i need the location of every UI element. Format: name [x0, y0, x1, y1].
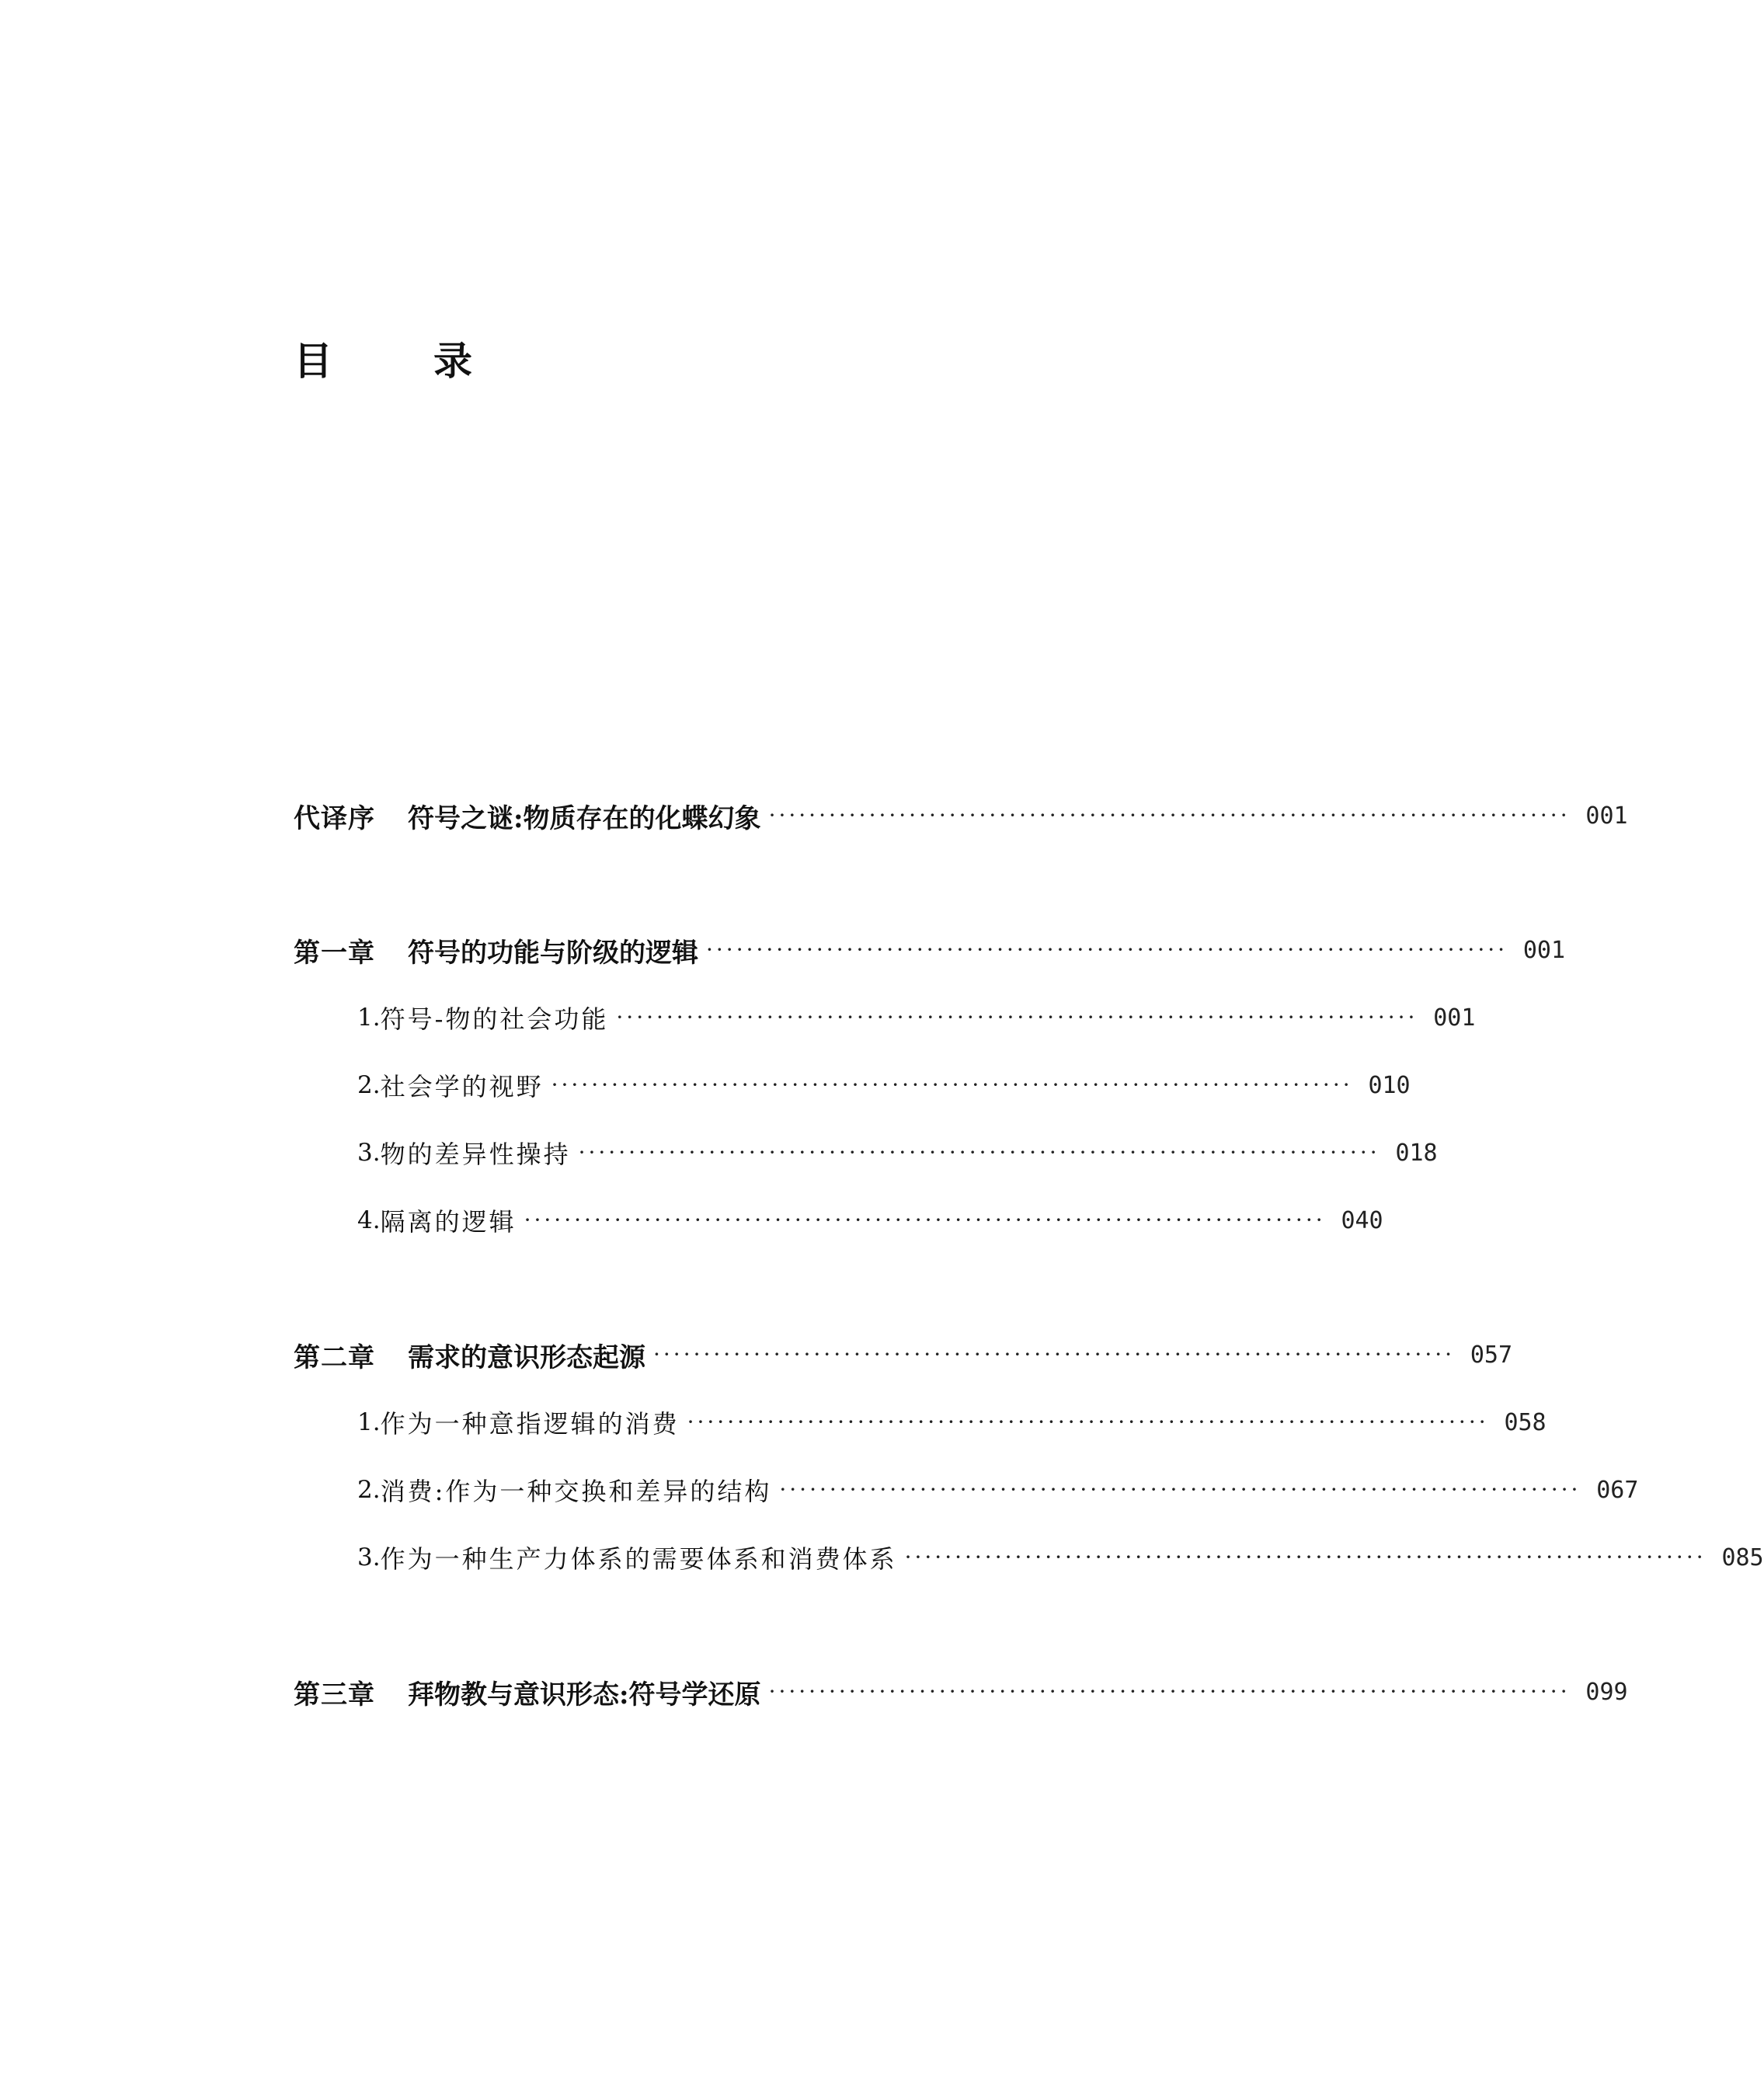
section-number: 4.	[357, 1206, 381, 1234]
dot-leader: ················································································	[904, 1544, 1707, 1570]
toc-entry-preface[interactable]	[294, 796, 1628, 835]
section-number: 2.	[357, 1071, 381, 1099]
toc-entry-section[interactable]	[357, 1538, 1764, 1577]
section-title: 作为一种生产力体系的需要体系和消费体系	[380, 1544, 897, 1574]
dot-leader: ················································································	[706, 937, 1508, 962]
toc-entry-section[interactable]	[357, 998, 1476, 1037]
preface-title: 符号之谜:物质存在的化蝶幻象	[408, 802, 761, 834]
section-title: 符号-物的社会功能	[380, 1004, 609, 1034]
page-number: 099	[1585, 1678, 1628, 1706]
section-title: 社会学的视野	[380, 1072, 544, 1101]
section-title: 消费:作为一种交换和差异的结构	[380, 1477, 772, 1506]
dot-leader: ················································································	[653, 1342, 1456, 1367]
section-title: 隔离的逻辑	[380, 1207, 517, 1237]
dot-leader: ················································································	[687, 1409, 1489, 1435]
section-title: 物的差异性操持	[380, 1140, 571, 1169]
chapter-title: 拜物教与意识形态:符号学还原	[408, 1679, 761, 1710]
toc-entry-chapter-2[interactable]	[294, 1335, 1513, 1374]
section-number: 3.	[357, 1139, 381, 1167]
page-number: 010	[1368, 1071, 1411, 1099]
dot-leader: ················································································	[524, 1207, 1326, 1233]
page-number: 040	[1341, 1206, 1383, 1234]
section-number: 3.	[357, 1543, 381, 1571]
dot-leader: ················································································	[779, 1477, 1581, 1502]
toc-entry-section[interactable]	[357, 1201, 1383, 1240]
dot-leader: ················································································	[551, 1072, 1353, 1098]
toc-entry-section[interactable]	[357, 1066, 1411, 1105]
chapter-label: 第二章	[294, 1342, 375, 1373]
section-number: 1.	[357, 1408, 381, 1436]
dot-leader: ················································································	[768, 802, 1571, 828]
dot-leader: ················································································	[578, 1140, 1380, 1165]
chapter-title: 符号的功能与阶级的逻辑	[408, 937, 698, 969]
chapter-label: 第一章	[294, 937, 375, 969]
chapter-title: 需求的意识形态起源	[408, 1342, 645, 1373]
toc-entry-section[interactable]	[357, 1403, 1547, 1442]
toc-entry-section[interactable]	[357, 1133, 1438, 1172]
page-number: 085	[1721, 1543, 1764, 1571]
preface-label: 代译序	[294, 802, 375, 834]
page-number: 001	[1585, 802, 1628, 830]
dot-leader: ················································································	[768, 1679, 1571, 1704]
section-number: 1.	[357, 1004, 381, 1032]
page-title: 目 录	[294, 338, 503, 384]
page-number: 057	[1470, 1341, 1513, 1369]
page-number: 067	[1596, 1476, 1639, 1504]
section-title: 作为一种意指逻辑的消费	[380, 1409, 680, 1439]
page-number: 001	[1522, 936, 1566, 964]
page-number: 018	[1395, 1139, 1438, 1167]
chapter-label: 第三章	[294, 1679, 375, 1710]
page-number: 001	[1433, 1004, 1476, 1032]
section-number: 2.	[357, 1476, 381, 1504]
dot-leader: ················································································	[616, 1004, 1418, 1030]
toc-entry-section[interactable]	[357, 1470, 1639, 1509]
toc-entry-chapter-3[interactable]	[294, 1672, 1628, 1711]
page-number: 058	[1504, 1408, 1547, 1436]
toc-entry-chapter-1[interactable]	[294, 931, 1566, 969]
